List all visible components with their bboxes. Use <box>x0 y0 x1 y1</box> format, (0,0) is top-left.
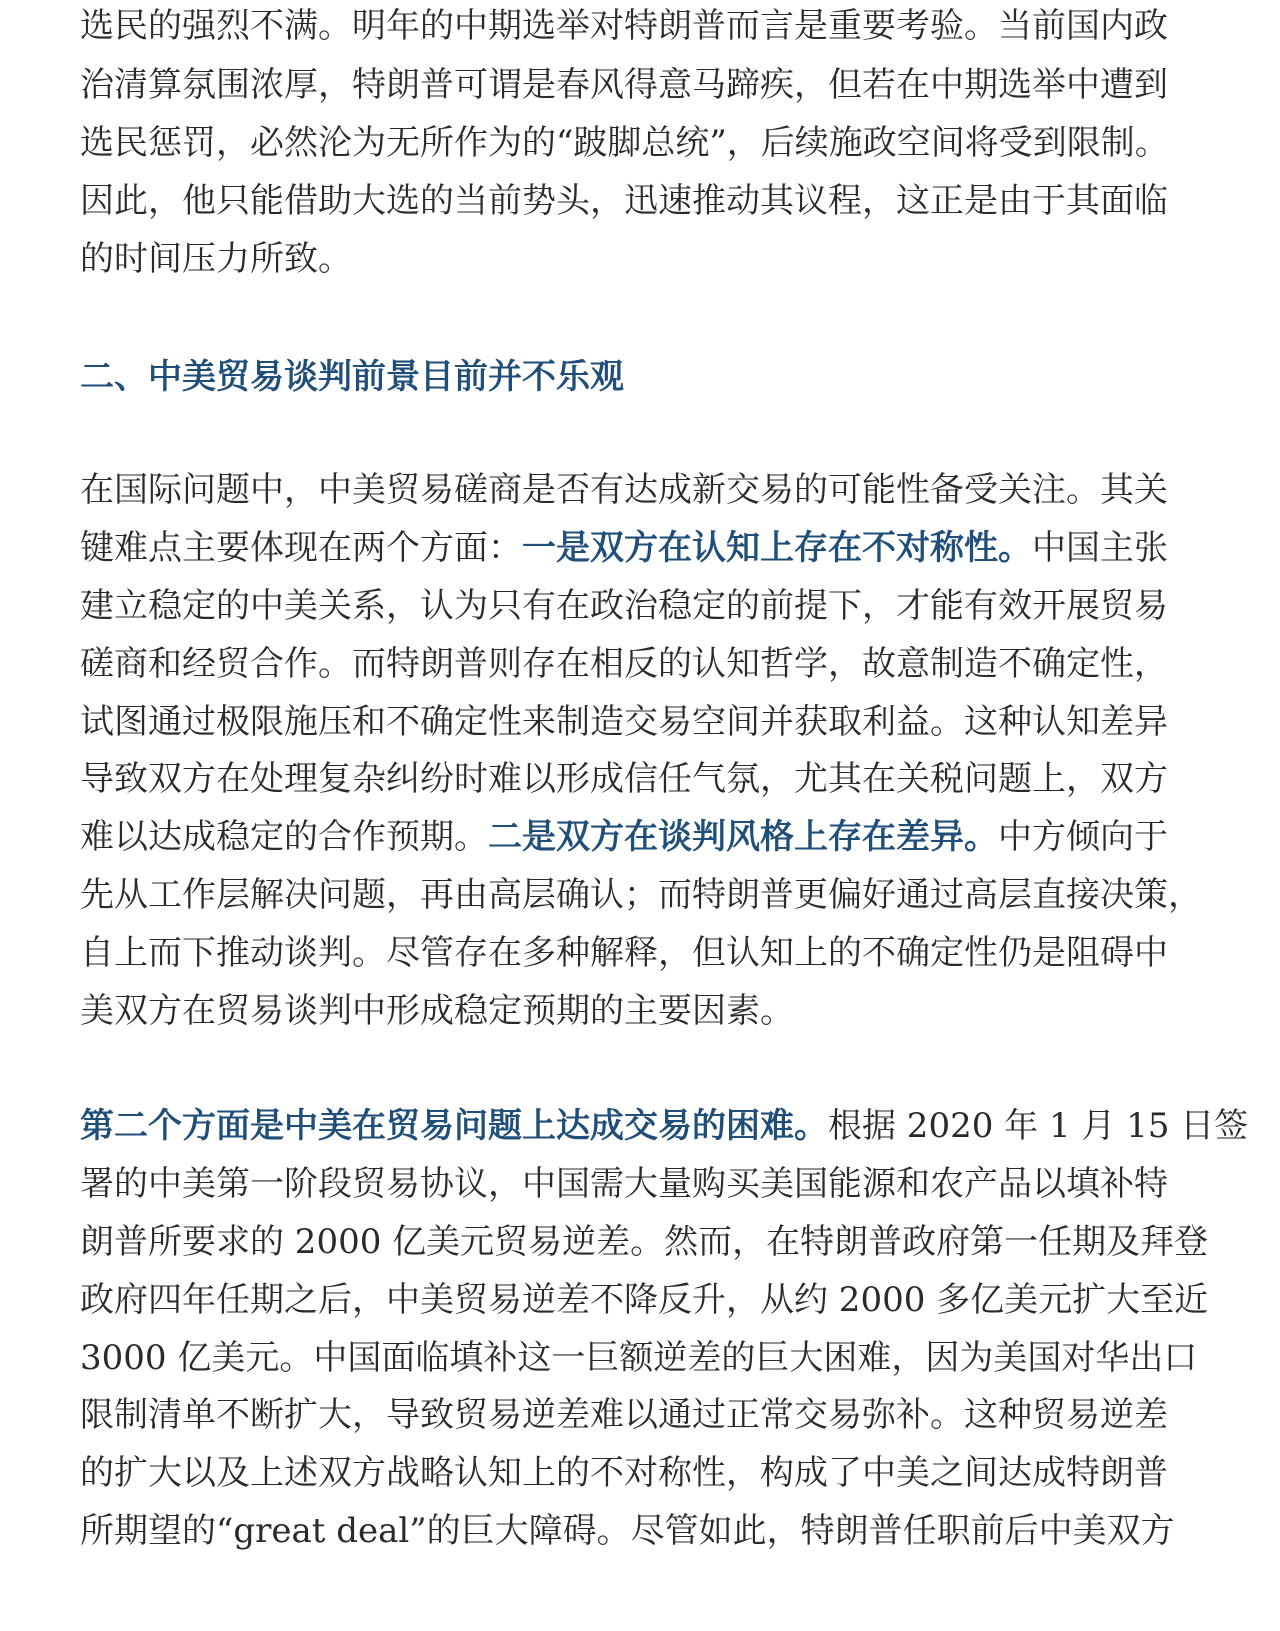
paragraph-3-line-5: 3000 亿美元。中国面临填补这一巨额逆差的巨大困难，因为美国对华出口 <box>80 1338 1198 1378</box>
paragraph-3-line-6: 限制清单不断扩大，导致贸易逆差难以通过正常交易弥补。这种贸易逆差 <box>80 1395 1168 1435</box>
paragraph-2-line-7-text-c: 中方倾向于 <box>998 817 1168 857</box>
paragraph-3-line-4: 政府四年任期之后，中美贸易逆差不降反升，从约 2000 多亿美元扩大至近 <box>80 1280 1209 1320</box>
paragraph-2-line-2-text-c: 中国主张 <box>1032 528 1168 568</box>
paragraph-3-line-8: 所期望的“great deal”的巨大障碍。尽管如此，特朗普任职前后中美双方 <box>80 1511 1175 1551</box>
paragraph-1-line-5: 的时间压力所致。 <box>80 239 352 279</box>
paragraph-1-line-4: 因此，他只能借助大选的当前势头，迅速推动其议程，这正是由于其面临 <box>80 181 1168 221</box>
paragraph-1-line-1: 选民的强烈不满。明年的中期选举对特朗普而言是重要考验。当前国内政 <box>80 6 1168 46</box>
paragraph-1-line-2: 治清算氛围浓厚，特朗普可谓是春风得意马蹄疾，但若在中期选举中遭到 <box>80 65 1168 105</box>
highlight-point-two: 二是双方在谈判风格上存在差异。 <box>488 817 998 857</box>
paragraph-1-line-3: 选民惩罚，必然沦为无所作为的“跛脚总统”，后续施政空间将受到限制。 <box>80 123 1169 163</box>
highlight-point-one: 一是双方在认知上存在不对称性。 <box>522 528 1032 568</box>
paragraph-2-line-7 <box>80 815 1168 859</box>
paragraph-3-line-1 <box>80 1104 1248 1148</box>
highlight-second-aspect: 第二个方面是中美在贸易问题上达成交易的困难。 <box>80 1106 828 1146</box>
paragraph-2-line-2 <box>80 526 1168 570</box>
paragraph-2-line-4: 磋商和经贸合作。而特朗普则存在相反的认知哲学，故意制造不确定性， <box>80 644 1168 684</box>
section-heading: 二、中美贸易谈判前景目前并不乐观 <box>80 357 624 397</box>
paragraph-2-line-3: 建立稳定的中美关系，认为只有在政治稳定的前提下，才能有效开展贸易 <box>80 586 1168 626</box>
paragraph-3-line-3: 朗普所要求的 2000 亿美元贸易逆差。然而，在特朗普政府第一任期及拜登 <box>80 1222 1209 1262</box>
paragraph-3-line-1-text-b: 根据 2020 年 1 月 15 日签 <box>828 1106 1249 1146</box>
paragraph-2-line-9: 自上而下推动谈判。尽管存在多种解释，但认知上的不确定性仍是阻碍中 <box>80 933 1168 973</box>
paragraph-2-line-10: 美双方在贸易谈判中形成稳定预期的主要因素。 <box>80 991 794 1031</box>
paragraph-2-line-2-text-a: 键难点主要体现在两个方面： <box>80 528 522 568</box>
paragraph-2-line-8: 先从工作层解决问题，再由高层确认；而特朗普更偏好通过高层直接决策， <box>80 875 1202 915</box>
paragraph-2-line-6: 导致双方在处理复杂纠纷时难以形成信任气氛，尤其在关税问题上，双方 <box>80 759 1168 799</box>
paragraph-2-line-1: 在国际问题中，中美贸易磋商是否有达成新交易的可能性备受关注。其关 <box>80 470 1168 510</box>
paragraph-3-line-7: 的扩大以及上述双方战略认知上的不对称性，构成了中美之间达成特朗普 <box>80 1453 1168 1493</box>
paragraph-2-line-5: 试图通过极限施压和不确定性来制造交易空间并获取利益。这种认知差异 <box>80 702 1168 742</box>
paragraph-2-line-7-text-a: 难以达成稳定的合作预期。 <box>80 817 488 857</box>
paragraph-3-line-2: 署的中美第一阶段贸易协议，中国需大量购买美国能源和农产品以填补特 <box>80 1164 1168 1204</box>
